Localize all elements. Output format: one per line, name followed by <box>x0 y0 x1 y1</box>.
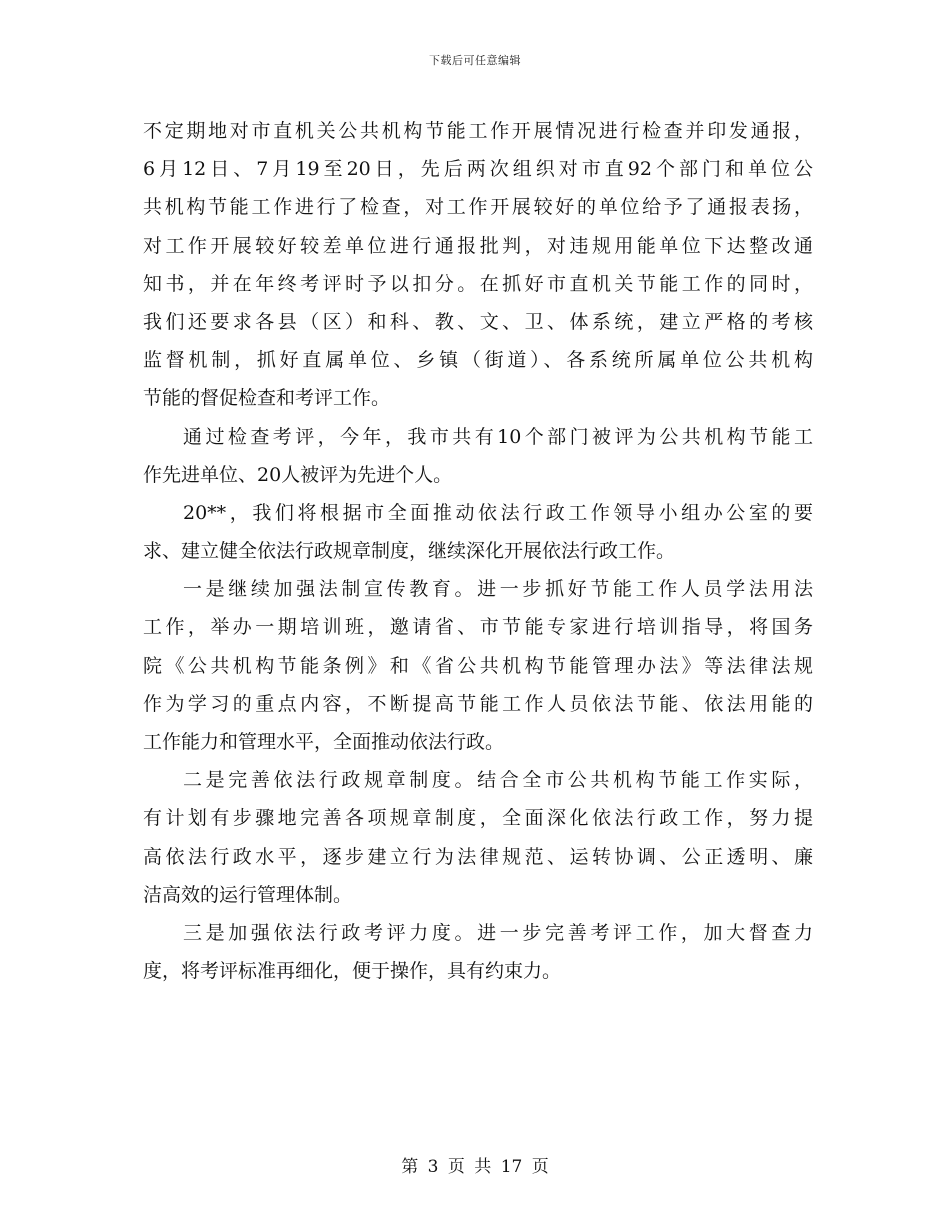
paragraph-point-two <box>143 761 813 914</box>
text-line: 高依法行政水平，逐步建立行为法律规范、运转协调、公正透明、廉 <box>143 845 813 868</box>
text-line: 6月12日、7月19至20日，先后两次组织对市直92个部门和单位公 <box>143 158 813 181</box>
text-line: 有计划有步骤地完善各项规章制度，全面深化依法行政工作，努力提 <box>143 807 813 830</box>
document-body <box>143 112 813 990</box>
paragraph-point-one <box>143 570 813 761</box>
text-line: 20**，我们将根据市全面推动依法行政工作领导小组办公室的要 <box>183 501 813 524</box>
paragraph-plan-intro <box>143 494 813 570</box>
text-line: 知书，并在年终考评时予以扣分。在抓好市直机关节能工作的同时， <box>143 272 813 295</box>
text-line: 作先进单位、20人被评为先进个人。 <box>143 463 453 486</box>
text-line: 工作能力和管理水平，全面推动依法行政。 <box>143 731 505 753</box>
text-line: 通过检查考评，今年，我市共有10个部门被评为公共机构节能工 <box>183 425 813 448</box>
text-line: 我们还要求各县（区）和科、教、文、卫、体系统，建立严格的考核 <box>143 310 813 333</box>
text-line: 洁高效的运行管理体制。 <box>143 883 353 906</box>
page-header: 下载后可任意编辑 <box>429 54 521 67</box>
text-line: 节能的督促检查和考评工作。 <box>143 387 391 410</box>
paragraph-continuation <box>143 112 813 418</box>
text-line: 工作，举办一期培训班，邀请省、市节能专家进行培训指导，将国务 <box>143 616 813 639</box>
text-line: 二是完善依法行政规章制度。结合全市公共机构节能工作实际， <box>183 769 813 792</box>
text-line: 监督机制，抓好直属单位、乡镇（街道）、各系统所属单位公共机构 <box>143 349 813 372</box>
text-line: 一是继续加强法制宣传教育。进一步抓好节能工作人员学法用法 <box>183 578 813 601</box>
paragraph-point-three <box>143 914 813 990</box>
paragraph-review-results <box>143 418 813 494</box>
text-line: 度，将考评标准再细化，便于操作，具有约束力。 <box>143 960 562 983</box>
text-line: 不定期地对市直机关公共机构节能工作开展情况进行检查并印发通报， <box>143 120 813 142</box>
text-line: 三是加强依法行政考评力度。进一步完善考评工作，加大督查力 <box>183 921 813 944</box>
text-line: 求、建立健全依法行政规章制度，继续深化开展依法行政工作。 <box>143 540 676 563</box>
text-line: 对工作开展较好较差单位进行通报批判，对违规用能单位下达整改通 <box>143 234 813 257</box>
text-line: 共机构节能工作进行了检查，对工作开展较好的单位给予了通报表扬， <box>143 196 813 219</box>
text-line: 院《公共机构节能条例》和《省公共机构节能管理办法》等法律法规 <box>143 654 813 677</box>
text-line: 作为学习的重点内容，不断提高节能工作人员依法节能、依法用能的 <box>143 692 813 715</box>
page-number-footer: 第 3 页 共 17 页 <box>401 1157 549 1177</box>
